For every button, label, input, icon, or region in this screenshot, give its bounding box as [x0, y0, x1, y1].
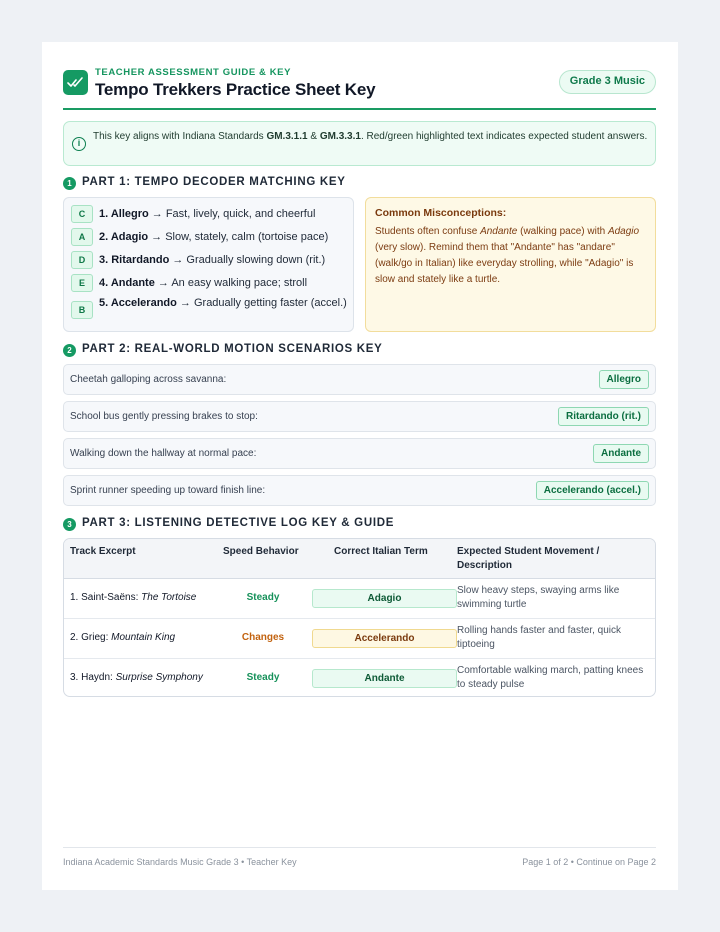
header-divider	[63, 108, 656, 110]
speed-behavior: Changes	[241, 632, 285, 643]
movement-description: Rolling hands faster and faster, quick tiptoeing	[457, 625, 621, 650]
italian-term: Accelerando	[312, 629, 457, 648]
movement-description: Comfortable walking march, patting knees to steady pulse	[457, 665, 644, 690]
scenario-text: Cheetah galloping across savanna:	[70, 374, 227, 385]
scenario-row	[63, 364, 656, 395]
section-number-badge: 1	[63, 177, 76, 190]
scenario-text: Sprint runner speeding up toward finish line:	[70, 485, 266, 496]
scenario-answer: Accelerando (accel.)	[536, 481, 649, 500]
misconceptions-heading: Common Misconceptions:	[375, 207, 507, 219]
track-excerpt: 2. Grieg: Mountain King	[70, 632, 176, 643]
matching-item	[71, 297, 349, 321]
answer-letter-chip: E	[71, 274, 93, 292]
matching-text: 1. Allegro → Fast, lively, quick, and cheerful	[99, 208, 316, 220]
answer-letter-chip: B	[71, 301, 93, 319]
page-header	[63, 67, 656, 110]
scenario-text: School bus gently pressing brakes to stop:	[70, 411, 258, 422]
matching-key-box	[63, 197, 354, 332]
track-excerpt: 1. Saint-Saëns: The Tortoise	[70, 592, 197, 603]
standards-info-banner	[63, 121, 656, 166]
italian-term: Andante	[312, 669, 457, 688]
column-header: Track Excerpt	[70, 546, 136, 557]
grade-badge: Grade 3 Music	[559, 70, 656, 94]
table-row	[64, 659, 656, 697]
matching-text: 3. Ritardando → Gradually slowing down (rit.)	[99, 254, 326, 266]
matching-item	[71, 274, 349, 294]
matching-text: 5. Accelerando → Gradually getting faster (accel.)	[99, 297, 347, 309]
section-title: PART 3: LISTENING DETECTIVE LOG KEY & GUIDE	[82, 517, 395, 529]
footer-divider	[63, 847, 656, 848]
answer-letter-chip: C	[71, 205, 93, 223]
info-text: This key aligns with Indiana Standards GM.3.1.1 & GM.3.3.1. Red/green highlighted text indicates expected student answers.	[93, 131, 648, 142]
misconceptions-callout	[365, 197, 656, 332]
standard-gm331: GM.3.3.1	[319, 131, 361, 142]
section-title: PART 2: REAL-WORLD MOTION SCENARIOS KEY	[82, 343, 383, 355]
footer-left: Indiana Academic Standards Music Grade 3 • Teacher Key	[63, 857, 297, 867]
misconceptions-text: Students often confuse Andante (walking pace) with Adagio (very slow). Remind them that "Andante" has "andare" (walk/go in Italian) like everyday strolling, while "Adagio" is slow and stately like a turtle.	[375, 226, 640, 285]
info-circle-icon: i	[72, 137, 86, 151]
footer-page-info: Page 1 of 2 • Continue on Page 2	[522, 857, 656, 867]
column-header: Correct Italian Term	[334, 546, 428, 557]
listening-log-table	[63, 538, 656, 697]
part2-heading	[63, 343, 656, 359]
movement-description: Slow heavy steps, swaying arms like swimming turtle	[457, 585, 620, 610]
speed-behavior: Steady	[246, 672, 280, 683]
column-header: Speed Behavior	[223, 546, 299, 557]
column-header: Expected Student Movement / Description	[457, 546, 600, 571]
table-row	[64, 579, 656, 619]
scenario-text: Walking down the hallway at normal pace:	[70, 448, 257, 459]
section-number-badge: 2	[63, 344, 76, 357]
table-row	[64, 619, 656, 659]
section-number-badge: 3	[63, 518, 76, 531]
matching-item	[71, 228, 349, 248]
matching-text: 4. Andante → An easy walking pace; stroll	[99, 277, 308, 289]
speed-behavior: Steady	[246, 592, 280, 603]
matching-item	[71, 251, 349, 271]
matching-item	[71, 205, 349, 225]
worksheet-page	[42, 42, 678, 890]
standard-gm311: GM.3.1.1	[266, 131, 308, 142]
matching-text: 2. Adagio → Slow, stately, calm (tortoise pace)	[99, 231, 329, 243]
track-excerpt: 3. Haydn: Surprise Symphony	[70, 672, 203, 683]
part1-heading	[63, 176, 656, 192]
part3-heading	[63, 517, 656, 533]
guide-eyebrow: TEACHER ASSESSMENT GUIDE & KEY	[95, 67, 292, 78]
scenario-row	[63, 401, 656, 432]
section-title: PART 1: TEMPO DECODER MATCHING KEY	[82, 176, 346, 188]
scenario-answer: Ritardando (rit.)	[558, 407, 649, 426]
answer-letter-chip: A	[71, 228, 93, 246]
scenario-row	[63, 438, 656, 469]
italian-term: Adagio	[312, 589, 457, 608]
double-check-icon	[63, 70, 88, 95]
scenario-answer: Andante	[593, 444, 649, 463]
page-title: Tempo Trekkers Practice Sheet Key	[95, 80, 376, 99]
scenario-row	[63, 475, 656, 506]
answer-letter-chip: D	[71, 251, 93, 269]
table-header	[64, 539, 656, 579]
scenario-answer: Allegro	[599, 370, 649, 389]
